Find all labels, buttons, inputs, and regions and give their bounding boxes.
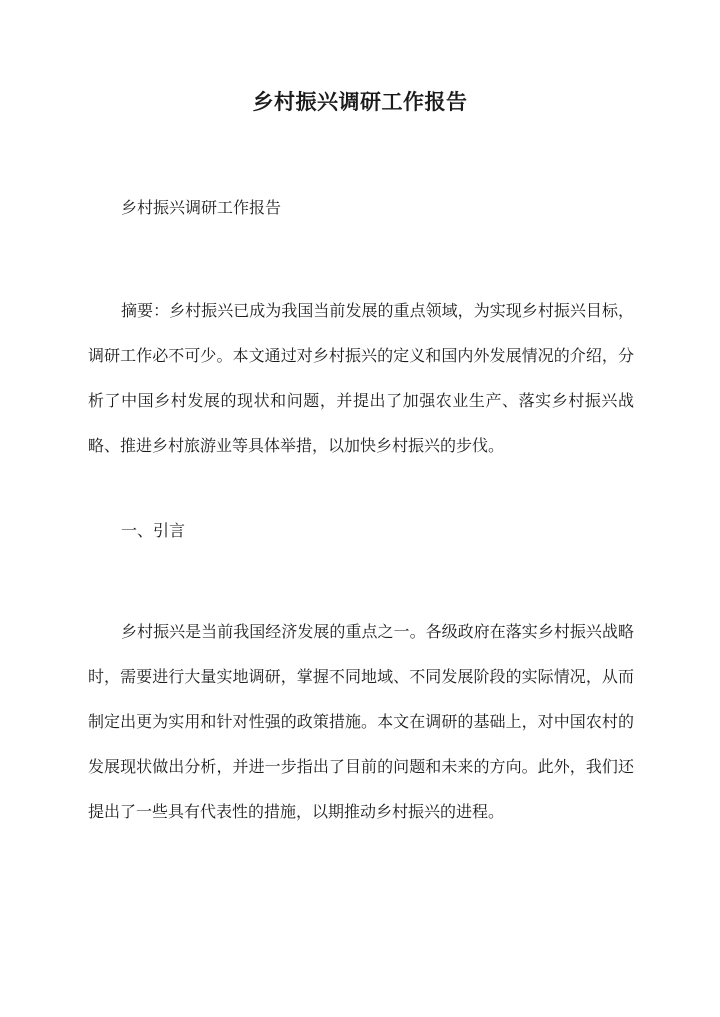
introduction-paragraph: 乡村振兴是当前我国经济发展的重点之一。各级政府在落实乡村振兴战略时，需要进行大量实地调研，掌握不同地域、不同发展阶段的实际情况，从而制定出更为实用和针对性强的政策措施。本文在调研的基础上，对中国农村的发展现状做出分析，并进一步指出了目前的问题和未来的方向。此外，我们还提出了一些具有代表性的措施，以期推动乡村振兴的进程。	[88, 622, 634, 821]
document-title: 乡村振兴调研工作报告	[252, 89, 468, 114]
document-subtitle: 乡村振兴调研工作报告	[121, 198, 282, 217]
section-heading-introduction: 一、引言	[121, 521, 186, 540]
abstract-paragraph: 摘要：乡村振兴已成为我国当前发展的重点领域，为实现乡村振兴目标，调研工作必不可少。本文通过对乡村振兴的定义和国内外发展情况的介绍，分析了中国乡村发展的现状和问题，并提出了加强农业生产、落实乡村振兴战略、推进乡村旅游业等具体举措，以加快乡村振兴的步伐。	[88, 301, 634, 455]
